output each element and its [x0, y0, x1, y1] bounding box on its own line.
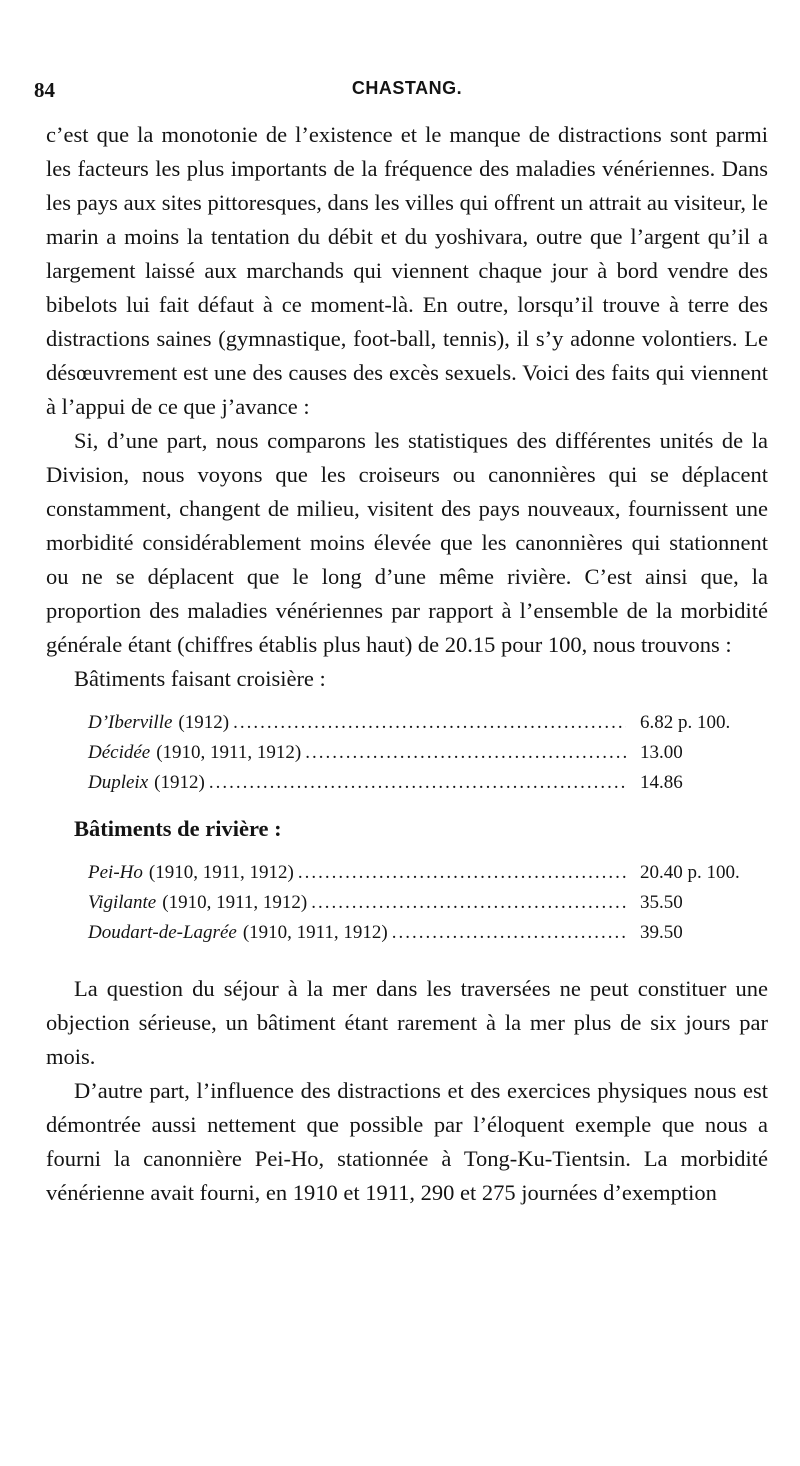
ship-years: (1910, 1911, 1912)	[148, 862, 294, 883]
ship-value: 20.40 p. 100.	[640, 862, 740, 883]
spacer	[46, 962, 768, 972]
paragraph-4: D’autre part, l’influence des distractions et des exercices physiques nous est démontrée aussi nettement que possible par l’éloquent exemple que nous a fourni la canonnière Pei-Ho, stationnée à Tong-Ku-Tientsin. La morbidité vénérienne avait fourni, en 1910 et 1911, 290 et 275 journées d’exemption	[46, 1078, 768, 1205]
table-row	[88, 918, 768, 948]
ship-years: (1912)	[178, 712, 230, 733]
table-row	[88, 858, 768, 888]
river-ships-label: Bâtiments de rivière :	[74, 816, 282, 841]
paragraph-3: La question du séjour à la mer dans les traversées ne peut constituer une objection sérieuse, un bâtiment étant rarement à la mer plus de six jours par mois.	[46, 976, 768, 1069]
ship-name: Dupleix	[88, 772, 149, 793]
page	[34, 70, 768, 1210]
leader-dots	[298, 858, 626, 888]
paragraph-1: c’est que la monotonie de l’existence et le manque de distractions sont parmi les facteurs les plus importants de la fréquence des maladies vénériennes. Dans les pays aux sites pittoresques, dans les villes qui offrent un attrait au visiteur, le marin a moins la tentation du débit et du yoshivara, outre que l’argent qu’il a largement laissé aux marchands qui viennent chaque jour à bord vendre des bibelots lui fait défaut à ce moment-là. En outre, lorsqu’il trouve à terre des distractions saines (gymnastique, foot-ball, tennis), il s’y adonne volontiers. Le désœuvrement est une des causes des excès sexuels. Voici des faits qui viennent à l’appui de ce que j’avance :	[46, 122, 768, 419]
ship-value: 13.00	[640, 742, 683, 763]
ship-years: (1912)	[154, 772, 205, 793]
leader-dots	[233, 708, 626, 738]
ship-name: Pei-Ho	[88, 862, 143, 883]
ship-value: 14.86	[640, 772, 683, 793]
leader-dots	[209, 768, 626, 798]
table-row	[88, 738, 768, 768]
ship-name: Vigilante	[88, 892, 157, 913]
ship-years: (1910, 1911, 1912)	[162, 892, 308, 913]
ship-years: (1910, 1911, 1912)	[242, 922, 388, 943]
page-number: 84	[34, 78, 55, 102]
table-row	[88, 888, 768, 918]
running-header	[34, 70, 768, 110]
cruising-ships-label: Bâtiments faisant croisière :	[74, 666, 326, 691]
river-ships-table	[88, 858, 768, 948]
leader-dots	[311, 888, 626, 918]
ship-value: 39.50	[640, 922, 683, 943]
table-row	[88, 708, 768, 738]
ship-name: D’Iberville	[88, 712, 173, 733]
ship-value: 6.82 p. 100.	[640, 712, 731, 733]
leader-dots	[392, 918, 626, 948]
cruising-ships-table	[88, 708, 768, 798]
table-row	[88, 768, 768, 798]
ship-years: (1910, 1911, 1912)	[156, 742, 302, 763]
paragraph-2: Si, d’une part, nous comparons les statistiques des différentes unités de la Division, nous voyons que les croiseurs ou canonnières qui se déplacent constamment, changent de milieu, visitent des pays nouveaux, fournissent une morbidité considérablement moins élevée que les canonnières qui stationnent ou ne se déplacent que le long d’une même rivière. C’est ainsi que, la proportion des maladies vénériennes par rapport à l’ensemble de la morbidité générale étant (chiffres établis plus haut) de 20.15 pour 100, nous trouvons :	[46, 428, 768, 657]
ship-name: Décidée	[88, 742, 151, 763]
ship-value: 35.50	[640, 892, 683, 913]
leader-dots	[305, 738, 626, 768]
running-title: CHASTANG.	[351, 78, 463, 98]
ship-name: Doudart-de-Lagrée	[88, 922, 237, 943]
